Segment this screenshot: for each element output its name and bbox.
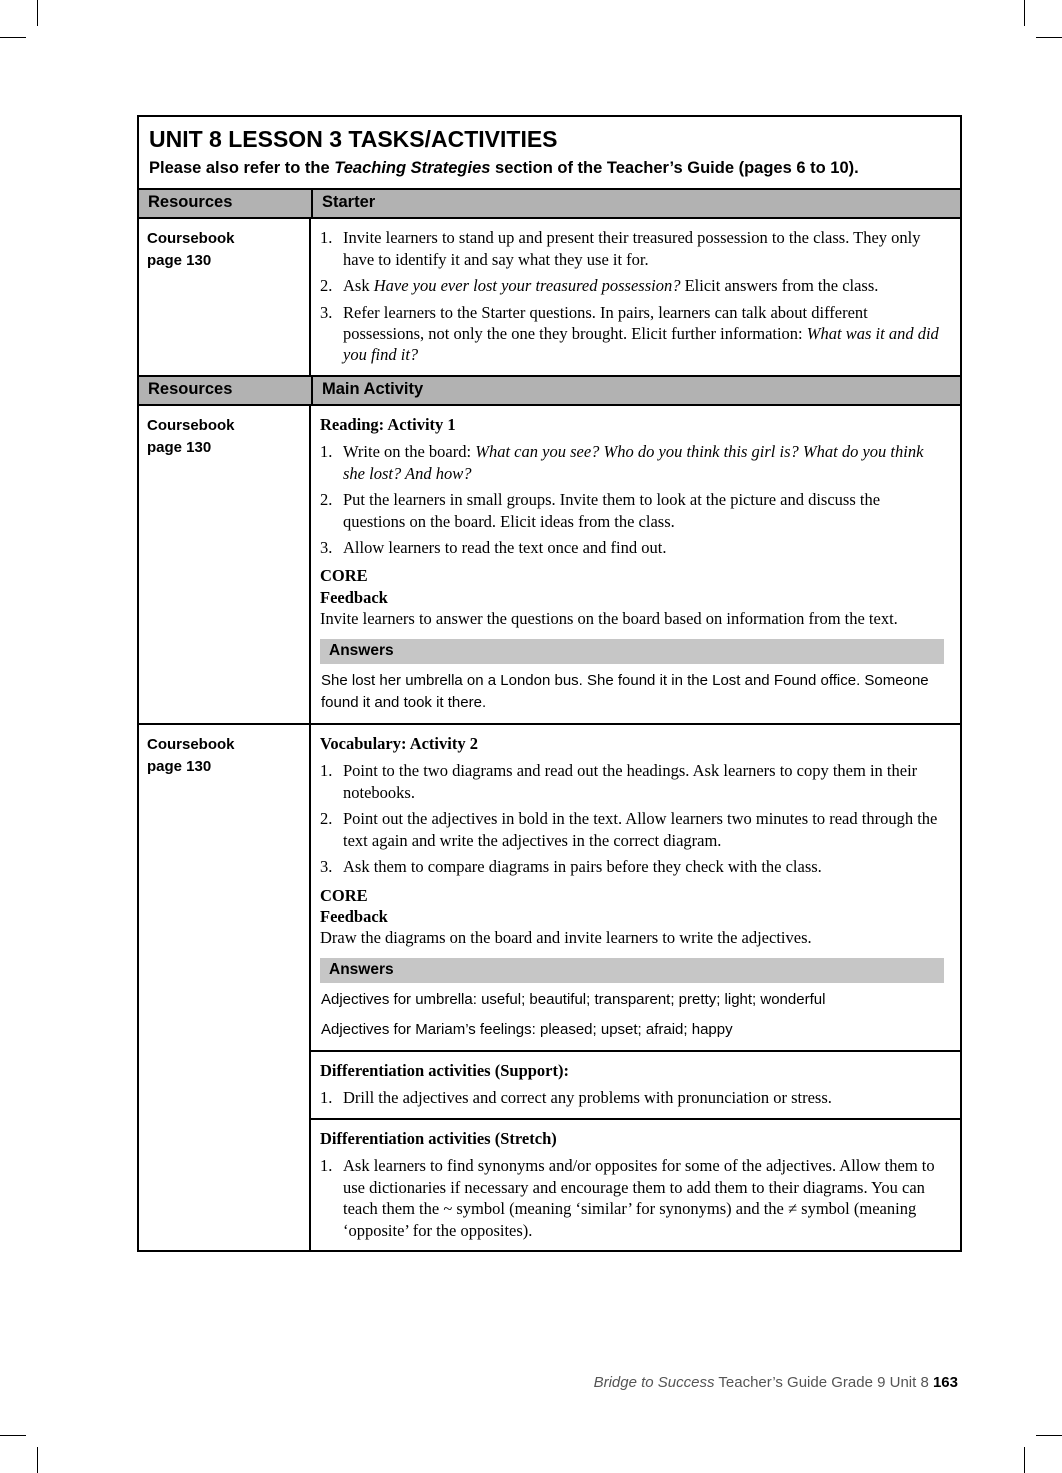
item-text-italic: Have you ever lost your treasured possession? [373,276,681,296]
resource-cell [139,219,311,375]
starter-content [311,219,960,375]
differentiation-support-section [311,1050,960,1118]
item-text: Invite learners to stand up and present their treasured possession to the class. They only have to identify it and say what they use it for. [343,228,921,269]
item-text: Ask learners to find synonyms and/or opposites for some of the adjectives. Allow them to use dictionaries if necessary and encourage them to add them to their diagrams. You can teach them the ~ symbol (meaning ‘similar’ for synonyms) and the ≠ symbol (meaning ‘opposite’ for the opposites). [343,1156,935,1240]
table-title-block [139,117,960,188]
table-subtitle [149,159,948,179]
crop-mark [1024,0,1025,26]
item-text: Put the learners in small groups. Invite them to look at the picture and discuss the questions on the board. Elicit ideas from the class. [343,490,881,531]
reading-activity-content [311,406,960,723]
support-heading: Differentiation activities (Support): [320,1060,569,1080]
stretch-heading: Differentiation activities (Stretch) [320,1128,557,1148]
item-text [343,441,946,484]
crop-mark [1036,1435,1062,1436]
item-number: 1. [320,228,333,248]
list-item [320,537,946,558]
list-item [320,856,946,877]
list-item [320,760,946,803]
activity-heading: Vocabulary: Activity 2 [320,733,478,753]
crop-mark [1024,1447,1025,1473]
answer-line: Adjectives for Mariam’s feelings: pleased; upset; afraid; happy [321,1021,733,1039]
lesson-table [137,115,962,1252]
footer-book-title: Bridge to Success [593,1374,715,1391]
resource-cell [139,725,311,1250]
list-item [320,489,946,532]
item-text-pre: Ask [343,276,374,296]
resource-line2: page 130 [147,757,212,775]
starter-row [139,217,960,375]
list-item [320,808,946,851]
resource-line2: page 130 [147,438,212,456]
header-row-starter [139,188,960,217]
item-text: Ask them to compare diagrams in pairs before they check with the class. [343,857,822,877]
item-number: 2. [320,809,333,829]
feedback-label: Feedback [320,587,388,607]
item-number: 1. [320,1088,333,1108]
item-number: 2. [320,490,333,510]
crop-mark [37,1447,38,1473]
crop-mark [1036,37,1062,38]
list-item [320,1087,946,1108]
item-text-pre: Refer learners to the Starter questions. In pairs, learners can talk about different possessions, not only the one they brought. Elicit further information: [343,302,868,343]
item-number: 1. [320,761,333,781]
resource-line1: Coursebook [147,735,235,753]
header-row-main-activity [139,375,960,404]
feedback-text: Invite learners to answer the questions on the board based on information from the text. [320,609,898,629]
list-item [320,227,946,270]
vocabulary-activity-row [139,723,960,1250]
differentiation-stretch-section [311,1118,960,1250]
resource-line1: Coursebook [147,416,235,434]
crop-mark [0,37,26,38]
item-number: 1. [320,1156,333,1176]
item-number: 2. [320,276,333,296]
answers-bar: Answers [320,958,944,984]
core-label: CORE [320,566,368,586]
resources-header: Resources [139,377,313,404]
item-text [343,302,946,366]
item-text-italic: What was it and did you find it? [343,323,939,365]
list-item [320,275,946,296]
answer-line: Adjectives for umbrella: useful; beautiful; transparent; pretty; light; wonderful [321,991,826,1009]
subtitle-pre: Please also refer to the [149,159,335,178]
item-text: Drill the adjectives and correct any problems with pronunciation or stress. [343,1088,832,1108]
item-number: 1. [320,442,333,462]
footer-text: Teacher’s Guide Grade 9 Unit 8 [714,1374,933,1391]
list-item [320,302,946,366]
item-text-post: Elicit answers from the class. [680,276,879,296]
page-number: 163 [932,1374,958,1391]
item-text [343,275,946,296]
crop-mark [37,0,38,26]
resources-header: Resources [139,190,313,217]
core-label: CORE [320,885,368,905]
answers-text [320,664,946,714]
answer-line: She lost her umbrella on a London bus. She found it in the Lost and Found office. Someone found it and took it there. [321,672,929,712]
resource-cell [139,406,311,723]
reading-activity-row [139,404,960,723]
page-footer [594,1374,958,1391]
item-text: Allow learners to read the text once and find out. [343,538,667,558]
answers-text [320,983,946,1041]
page-title: UNIT 8 LESSON 3 TASKS/ACTIVITIES [149,126,558,152]
activity-heading: Reading: Activity 1 [320,414,456,434]
vocabulary-activity-content [311,725,960,1050]
vocabulary-content-column [311,725,960,1250]
resource-line1: Coursebook [147,230,235,248]
list-item [320,441,946,484]
resource-line2: page 130 [147,251,212,269]
list-item [320,1155,946,1241]
starter-header: Starter [322,193,376,212]
main-activity-header: Main Activity [322,379,424,398]
answers-bar: Answers [320,639,944,665]
subtitle-italic: Teaching Strategies [334,159,491,178]
feedback-label: Feedback [320,906,388,926]
item-number: 3. [320,857,333,877]
item-text-italic: What can you see? Who do you think this girl is? What do you think she lost? And how? [343,442,924,483]
item-number: 3. [320,538,333,558]
item-number: 3. [320,302,333,322]
feedback-text: Draw the diagrams on the board and invite learners to write the adjectives. [320,928,812,948]
item-text: Point to the two diagrams and read out the headings. Ask learners to copy them in their notebooks. [343,761,918,802]
item-text: Point out the adjectives in bold in the text. Allow learners two minutes to read through the text again and write the adjectives in the correct diagram. [343,809,938,850]
subtitle-post: section of the Teacher’s Guide (pages 6 to 10). [490,159,859,178]
item-text-pre: Write on the board: [343,442,476,462]
crop-mark [0,1435,26,1436]
